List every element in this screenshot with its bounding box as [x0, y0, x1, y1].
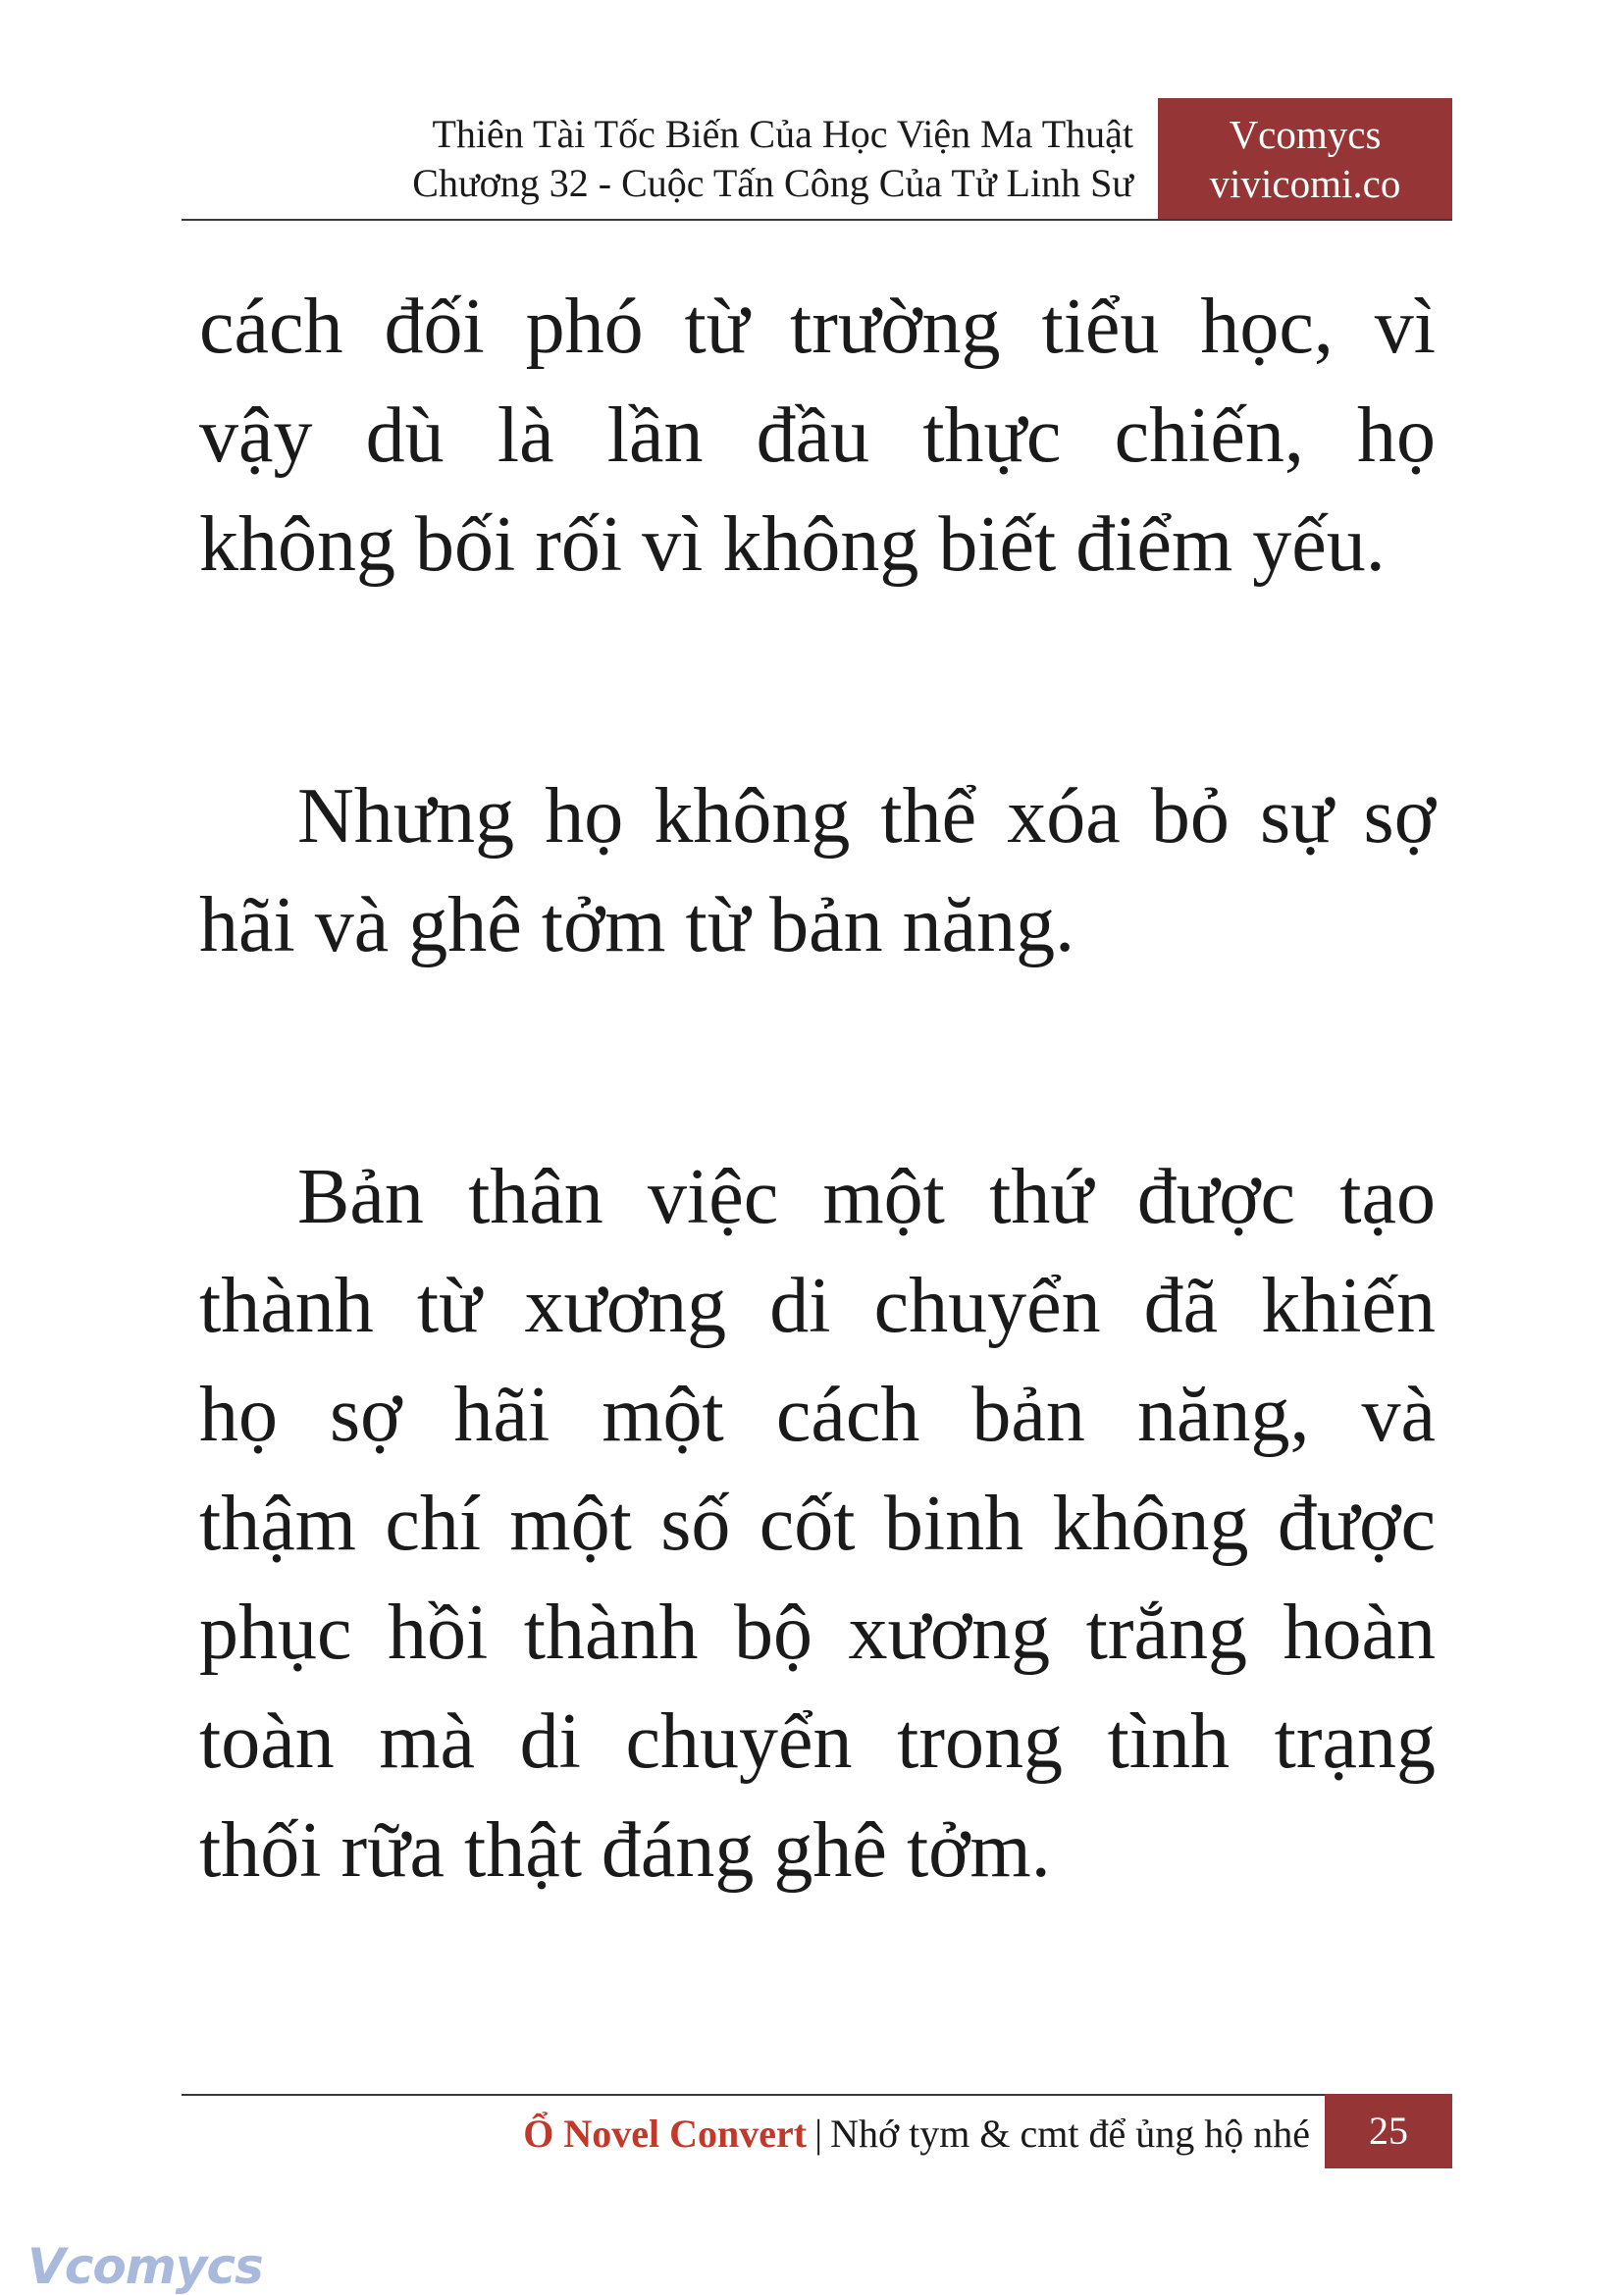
- brand-site: vivicomi.co: [1209, 161, 1401, 206]
- page-content: [199, 273, 1436, 1905]
- text-line: thậm chí một số cốt binh không được: [199, 1481, 1436, 1567]
- text-line: thành từ xương di chuyển đã khiến: [199, 1263, 1436, 1349]
- text-line: họ sợ hãi một cách bản năng, và: [199, 1372, 1436, 1458]
- watermark-logo: Vcomycs: [27, 2238, 263, 2295]
- text-line: cách đối phó từ trường tiểu học, vì: [199, 284, 1436, 370]
- footer-separator: |: [814, 2112, 823, 2156]
- page-header: [182, 98, 1452, 221]
- footer-brand: Ổ Novel Convert: [523, 2112, 808, 2156]
- text-line: vậy dù là lần đầu thực chiến, họ: [199, 392, 1436, 479]
- book-title: Thiên Tài Tốc Biến Của Học Viện Ma Thuật: [432, 112, 1133, 156]
- chapter-title: Chương 32 - Cuộc Tấn Công Của Tử Linh Sư: [412, 161, 1133, 205]
- footer-message: Nhớ tym & cmt để ủng hộ nhé: [830, 2112, 1310, 2156]
- brand-name: Vcomycs: [1229, 112, 1382, 157]
- text-line: thối rữa thật đáng ghê tởm.: [199, 1807, 1051, 1894]
- page-number: 25: [1325, 2094, 1452, 2168]
- header-divider: [182, 219, 1452, 221]
- paragraph: [199, 273, 1436, 600]
- text-line: phục hồi thành bộ xương trắng hoàn: [199, 1590, 1436, 1676]
- text-line: Bản thân việc một thứ được tạo: [297, 1154, 1436, 1240]
- footer-divider: [182, 2094, 1452, 2096]
- footer-text: [523, 2110, 1310, 2159]
- text-line: không bối rối vì không biết điểm yếu.: [199, 501, 1386, 588]
- brand-box: [1158, 98, 1452, 219]
- paragraph: [199, 762, 1436, 980]
- text-line: Nhưng họ không thể xóa bỏ sự sợ: [297, 773, 1436, 860]
- header-titles: [182, 98, 1148, 221]
- text-line: hãi và ghê tởm từ bản năng.: [199, 882, 1075, 968]
- paragraph: [199, 1143, 1436, 1905]
- text-line: toàn mà di chuyển trong tình trạng: [199, 1698, 1436, 1785]
- page-footer: [182, 2094, 1452, 2168]
